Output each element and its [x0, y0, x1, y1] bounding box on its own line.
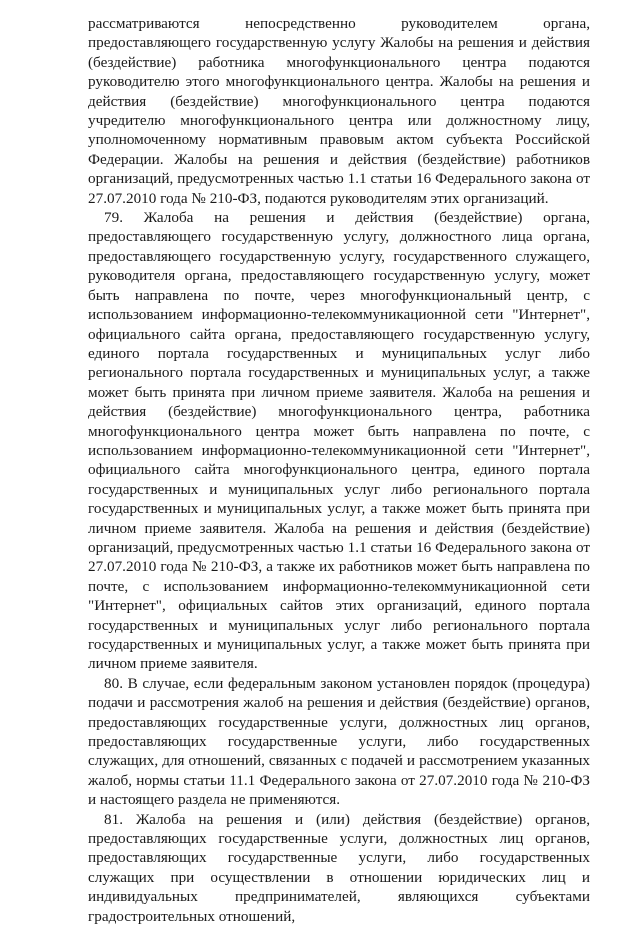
paragraph-continuation: рассматриваются непосредственно руководителем органа, предоставляющего государственную услугу Жалобы на решения и действия (бездействие) работника многофункционального центра подаются руководителю этого многофункционального центра. Жалобы на решения и действия (бездействие) многофункционального центра подаются учредителю многофункционального центра или должностному лицу, уполномоченному нормативным правовым актом субъекта Российской Федерации. Жалобы на решения и действия (бездействие) работников организаций, предусмотренных частью 1.1 статьи 16 Федерального закона от 27.07.2010 года № 210-ФЗ, подаются руководителям этих организаций.	[88, 15, 590, 207]
paragraph-79: 79. Жалоба на решения и действия (бездействие) органа, предоставляющего государственную услугу, должностного лица органа, предоставляющего государственную услугу, государственного служащего, руководителя органа, предоставляющего государственную услугу, может быть направлена по почте, через многофункциональный центр, с использованием информационно-телекоммуникационной сети "Интернет", официального сайта органа, предоставляющего государственную услугу, единого портала государственных и муниципальных услуг либо регионального портала государственных и муниципальных услуг, а также может быть принята при личном приеме заявителя. Жалоба на решения и действия (бездействие) многофункционального центра, работника многофункционального центра может быть направлена по почте, с использованием информационно-телекоммуникационной сети "Интернет", официального сайта многофункционального центра, единого портала государственных и муниципальных услуг либо регионального портала государственных и муниципальных услуг, а также может быть принята при личном приеме заявителя. Жалоба на решения и действия (бездействие) организаций, предусмотренных частью 1.1 статьи 16 Федерального закона от 27.07.2010 года № 210-ФЗ, а также их работников может быть направлена по почте, с использованием информационно-телекоммуникационной сети "Интернет", официальных сайтов этих организаций, единого портала государственных и муниципальных услуг либо регионального портала государственных и муниципальных услуг, а также может быть принята при личном приеме заявителя.	[88, 209, 590, 673]
paragraph-81: 81. Жалоба на решения и (или) действия (бездействие) органов, предоставляющих государственные услуги, должностных лиц органов, предоставляющих государственные услуги, либо государственных служащих при осуществлении в отношении юридических лиц и индивидуальных предпринимателей, являющихся субъектами градостроительных отношений,	[88, 810, 590, 925]
paragraph-80: 80. В случае, если федеральным законом установлен порядок (процедура) подачи и рассмотрения жалоб на решения и действия (бездействие) органов, предоставляющих государственные услуги, должностных лиц органов, предоставляющих государственные услуги, либо государственных служащих, для отношений, связанных с подачей и рассмотрением указанных жалоб, нормы статьи 11.1 Федерального закона от 27.07.2010 года № 210-ФЗ и настоящего раздела не применяются.	[88, 674, 590, 809]
document-page	[88, 14, 590, 926]
